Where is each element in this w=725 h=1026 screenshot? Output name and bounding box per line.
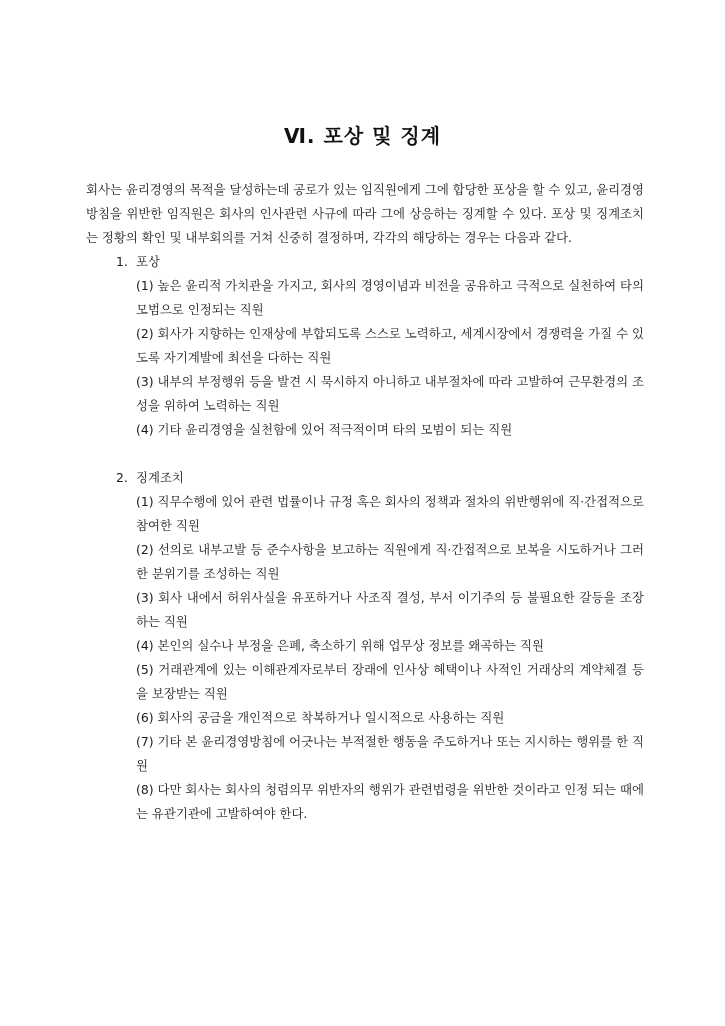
- list-item: (1) 높은 윤리적 가치관을 가지고, 회사의 경영이념과 비전을 공유하고 극적으로 실천하여 타의 모범으로 인정되는 직원: [136, 278, 644, 317]
- document-body: [86, 178, 644, 826]
- section-discipline: [86, 466, 644, 826]
- section-number: 1.: [116, 254, 128, 269]
- section-reward: [86, 250, 644, 442]
- list-item: (4) 기타 윤리경영을 실천함에 있어 적극적이며 타의 모범이 되는 직원: [136, 422, 513, 437]
- section-spacer: [86, 442, 644, 466]
- list-item: (1) 직무수행에 있어 관련 법률이나 규정 혹은 회사의 정책과 절차의 위반행위에 직·간접적으로 참여한 직원: [136, 494, 644, 533]
- list-item: (7) 기타 본 윤리경영방침에 어긋나는 부적절한 행동을 주도하거나 또는 지시하는 행위를 한 직원: [136, 734, 644, 773]
- list-item: (2) 선의로 내부고발 등 준수사항을 보고하는 직원에게 직·간접적으로 보복을 시도하거나 그러한 분위기를 조성하는 직원: [136, 542, 644, 581]
- list-item: (4) 본인의 실수나 부정을 은폐, 축소하기 위해 업무상 정보를 왜곡하는 직원: [136, 638, 544, 653]
- section-heading: [86, 250, 644, 274]
- list-item: (5) 거래관계에 있는 이해관계자로부터 장래에 인사상 혜택이나 사적인 거래상의 계약체결 등을 보장받는 직원: [136, 662, 644, 701]
- section-title: 포상: [136, 254, 160, 269]
- list-item: (8) 다만 회사는 회사의 청렴의무 위반자의 행위가 관련법령을 위반한 것이라고 인정 되는 때에는 유관기관에 고발하여야 한다.: [136, 782, 644, 821]
- section-title: 징계조치: [136, 470, 184, 485]
- list-item: (3) 회사 내에서 허위사실을 유포하거나 사조직 결성, 부서 이기주의 등 불필요한 갈등을 조장하는 직원: [136, 590, 644, 629]
- intro-paragraph: 회사는 윤리경영의 목적을 달성하는데 공로가 있는 임직원에게 그에 합당한 포상을 할 수 있고, 윤리경영방침을 위반한 임직원은 회사의 인사관련 사규에 따라 그에 상응하는 징계할 수 있다. 포상 및 징계조치는 정황의 확인 및 내부회의를 거쳐 신중히 결정하며, 각각의 해당하는 경우는 다음과 같다.: [86, 182, 644, 245]
- page-title: Ⅵ. 포상 및 징계: [283, 124, 442, 148]
- list-item: (3) 내부의 부정행위 등을 발견 시 묵시하지 아니하고 내부절차에 따라 고발하여 근무환경의 조성을 위하여 노력하는 직원: [136, 374, 644, 413]
- list-item: (2) 회사가 지향하는 인재상에 부합되도록 스스로 노력하고, 세계시장에서 경쟁력을 가질 수 있도록 자기계발에 최선을 다하는 직원: [136, 326, 644, 365]
- section-number: 2.: [116, 470, 128, 485]
- list-item: (6) 회사의 공금을 개인적으로 착복하거나 일시적으로 사용하는 직원: [136, 710, 505, 725]
- section-heading: [86, 466, 644, 490]
